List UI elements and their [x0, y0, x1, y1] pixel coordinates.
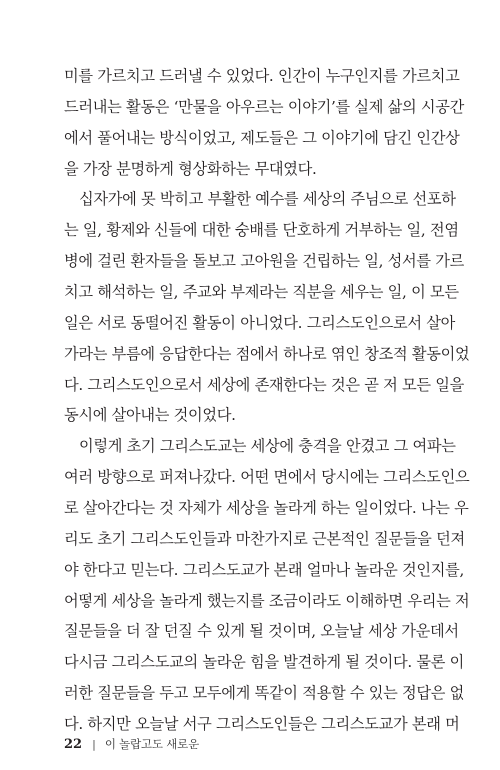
footer-divider: |	[92, 737, 96, 751]
text-line: 리도 초기 그리스도인들과 마찬가지로 근본적인 질문들을 던져	[64, 530, 465, 548]
text-line: 질문들을 더 잘 던질 수 있게 될 것이며, 오늘날 세상 가운데서	[64, 622, 459, 640]
text-line: 다시금 그리스도교의 놀라운 힘을 발견하게 될 것이다. 물론 이	[64, 653, 465, 671]
text-line: 러한 질문들을 두고 모두에게 똑같이 적용할 수 있는 정답은 없	[64, 684, 465, 702]
text-line: 다. 하지만 오늘날 서구 그리스도인들은 그리스도교가 본래 머	[64, 715, 460, 733]
text-line: 야 한다고 믿는다. 그리스도교가 본래 얼마나 놀라운 것인지를,	[64, 561, 465, 579]
text-line: 여러 방향으로 퍼져나갔다. 어떤 면에서 당시에는 그리스도인으	[64, 468, 470, 486]
text-line: 을 가장 분명하게 형상화하는 무대였다.	[64, 160, 317, 178]
text-line: 치고 해석하는 일, 주교와 부제라는 직분을 세우는 일, 이 모든	[64, 283, 459, 301]
paragraph-first-line: 이렇게 초기 그리스도교는 세상에 충격을 안겼고 그 여파는	[79, 437, 456, 455]
text-line: 로 살아간다는 것 자체가 세상을 놀라게 하는 일이었다. 나는 우	[64, 499, 469, 517]
paragraph-first-line: 십자가에 못 박히고 부활한 예수를 세상의 주님으로 선포하	[79, 190, 456, 208]
text-line: 드러내는 활동은 ‘만물을 아우르는 이야기’를 실제 삶의 시공간	[64, 98, 465, 116]
text-line: 다. 그리스도인으로서 세상에 존재한다는 것은 곧 저 모든 일을	[64, 376, 465, 394]
page-number: 22	[64, 736, 83, 752]
text-line: 에서 풀어내는 방식이었고, 제도들은 그 이야기에 담긴 인간상	[64, 129, 460, 147]
text-line: 병에 걸린 환자들을 돌보고 고아원을 건립하는 일, 성서를 가르	[64, 252, 465, 270]
text-line: 어떻게 세상을 놀라게 했는지를 조금이라도 이해하면 우리는 저	[64, 592, 470, 610]
text-line: 가라는 부름에 응답한다는 점에서 하나로 엮인 창조적 활동이었	[64, 345, 470, 363]
text-line: 는 일, 황제와 신들에 대한 숭배를 단호하게 거부하는 일, 전염	[64, 221, 459, 239]
text-line: 미를 가르치고 드러낼 수 있었다. 인간이 누구인지를 가르치고	[64, 67, 460, 85]
text-line: 일은 서로 동떨어진 활동이 아니었다. 그리스도인으로서 살아	[64, 314, 455, 332]
page-footer	[64, 736, 199, 752]
running-title: 이 놀랍고도 새로운	[104, 737, 199, 751]
text-line: 동시에 살아내는 것이었다.	[64, 406, 236, 424]
